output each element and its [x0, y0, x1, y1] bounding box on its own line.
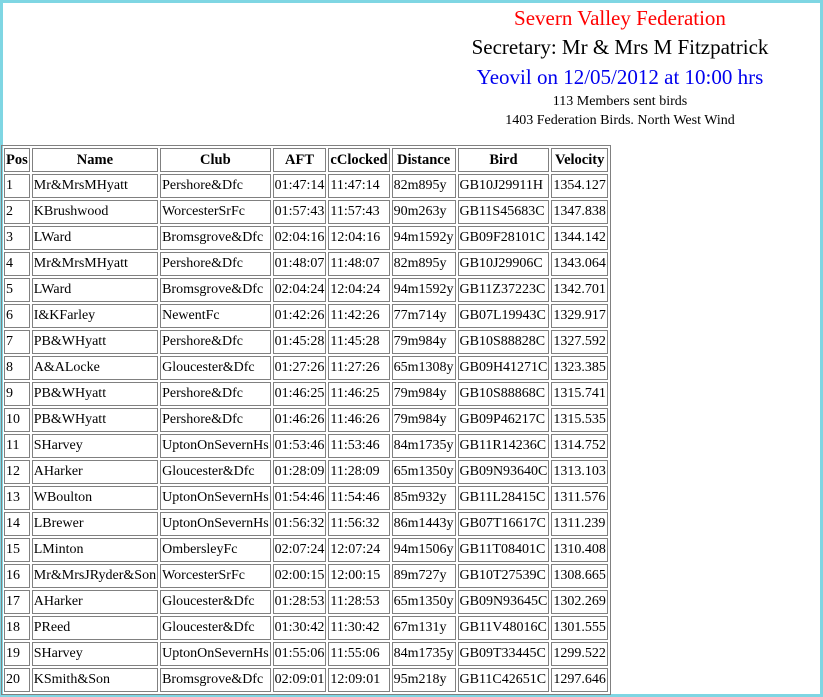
- cell-club: Gloucester&Dfc: [160, 356, 271, 380]
- cell-pos: 19: [4, 642, 30, 666]
- table-row: [4, 278, 608, 302]
- cell-club: Bromsgrove&Dfc: [160, 278, 271, 302]
- cell-bird: GB11V48016C: [458, 616, 550, 640]
- cell-name: KSmith&Son: [32, 668, 158, 692]
- cell-aft: 02:00:15: [273, 564, 327, 588]
- cell-velocity: 1315.741: [551, 382, 608, 406]
- cell-distance: 94m1506y: [392, 538, 456, 562]
- cell-distance: 82m895y: [392, 252, 456, 276]
- column-header-name: Name: [32, 148, 158, 172]
- cell-pos: 18: [4, 616, 30, 640]
- cell-distance: 65m1350y: [392, 460, 456, 484]
- cell-velocity: 1297.646: [551, 668, 608, 692]
- cell-bird: GB07T16617C: [458, 512, 550, 536]
- cell-aft: 01:55:06: [273, 642, 327, 666]
- cell-velocity: 1344.142: [551, 226, 608, 250]
- cell-aft: 01:47:14: [273, 174, 327, 198]
- cell-club: Gloucester&Dfc: [160, 590, 271, 614]
- cell-pos: 14: [4, 512, 30, 536]
- cell-club: Bromsgrove&Dfc: [160, 226, 271, 250]
- cell-distance: 95m218y: [392, 668, 456, 692]
- cell-bird: GB10T27539C: [458, 564, 550, 588]
- cell-club: Bromsgrove&Dfc: [160, 668, 271, 692]
- cell-clocked: 11:47:14: [328, 174, 389, 198]
- table-row: [4, 512, 608, 536]
- table-row: [4, 668, 608, 692]
- cell-pos: 5: [4, 278, 30, 302]
- cell-name: PB&WHyatt: [32, 408, 158, 432]
- table-row: [4, 200, 608, 224]
- cell-clocked: 12:00:15: [328, 564, 389, 588]
- cell-name: AHarker: [32, 590, 158, 614]
- cell-clocked: 11:55:06: [328, 642, 389, 666]
- cell-clocked: 12:04:24: [328, 278, 389, 302]
- cell-bird: GB10S88868C: [458, 382, 550, 406]
- table-header-row: [4, 148, 608, 172]
- cell-club: WorcesterSrFc: [160, 564, 271, 588]
- cell-pos: 6: [4, 304, 30, 328]
- cell-velocity: 1301.555: [551, 616, 608, 640]
- cell-clocked: 11:30:42: [328, 616, 389, 640]
- cell-aft: 02:07:24: [273, 538, 327, 562]
- cell-velocity: 1315.535: [551, 408, 608, 432]
- cell-clocked: 11:45:28: [328, 330, 389, 354]
- column-header-cclocked: cClocked: [328, 148, 389, 172]
- cell-club: UptonOnSevernHs: [160, 642, 271, 666]
- cell-clocked: 11:28:09: [328, 460, 389, 484]
- cell-club: OmbersleyFc: [160, 538, 271, 562]
- cell-aft: 01:46:25: [273, 382, 327, 406]
- table-row: [4, 330, 608, 354]
- cell-velocity: 1327.592: [551, 330, 608, 354]
- cell-name: Mr&MrsMHyatt: [32, 252, 158, 276]
- cell-distance: 86m1443y: [392, 512, 456, 536]
- cell-name: PReed: [32, 616, 158, 640]
- cell-name: PB&WHyatt: [32, 382, 158, 406]
- table-row: [4, 460, 608, 484]
- table-row: [4, 538, 608, 562]
- cell-velocity: 1302.269: [551, 590, 608, 614]
- cell-aft: 02:04:24: [273, 278, 327, 302]
- cell-distance: 90m263y: [392, 200, 456, 224]
- cell-pos: 2: [4, 200, 30, 224]
- table-row: [4, 304, 608, 328]
- cell-club: Pershore&Dfc: [160, 252, 271, 276]
- table-row: [4, 226, 608, 250]
- cell-name: Mr&MrsMHyatt: [32, 174, 158, 198]
- column-header-distance: Distance: [392, 148, 456, 172]
- cell-club: Gloucester&Dfc: [160, 460, 271, 484]
- cell-distance: 79m984y: [392, 408, 456, 432]
- cell-clocked: 12:07:24: [328, 538, 389, 562]
- cell-aft: 01:56:32: [273, 512, 327, 536]
- cell-pos: 16: [4, 564, 30, 588]
- cell-distance: 79m984y: [392, 382, 456, 406]
- cell-name: SHarvey: [32, 434, 158, 458]
- members-count-line: 113 Members sent birds: [552, 94, 688, 109]
- cell-velocity: 1343.064: [551, 252, 608, 276]
- cell-bird: GB09F28101C: [458, 226, 550, 250]
- cell-distance: 84m1735y: [392, 642, 456, 666]
- table-row: [4, 252, 608, 276]
- cell-club: Pershore&Dfc: [160, 330, 271, 354]
- cell-bird: GB11Z37223C: [458, 278, 550, 302]
- race-event-line: Yeovil on 12/05/2012 at 10:00 hrs: [476, 65, 764, 89]
- cell-pos: 15: [4, 538, 30, 562]
- cell-distance: 89m727y: [392, 564, 456, 588]
- cell-distance: 84m1735y: [392, 434, 456, 458]
- cell-clocked: 11:46:26: [328, 408, 389, 432]
- cell-clocked: 11:56:32: [328, 512, 389, 536]
- table-row: [4, 564, 608, 588]
- cell-bird: GB11C42651C: [458, 668, 550, 692]
- cell-bird: GB11R14236C: [458, 434, 550, 458]
- cell-bird: GB11T08401C: [458, 538, 550, 562]
- cell-name: LMinton: [32, 538, 158, 562]
- cell-bird: GB09P46217C: [458, 408, 550, 432]
- cell-pos: 10: [4, 408, 30, 432]
- cell-distance: 94m1592y: [392, 226, 456, 250]
- column-header-velocity: Velocity: [551, 148, 608, 172]
- cell-clocked: 12:04:16: [328, 226, 389, 250]
- cell-distance: 82m895y: [392, 174, 456, 198]
- federation-birds-line: 1403 Federation Birds. North West Wind: [505, 113, 735, 128]
- cell-velocity: 1314.752: [551, 434, 608, 458]
- cell-bird: GB09H41271C: [458, 356, 550, 380]
- secretary-line: Secretary: Mr & Mrs M Fitzpatrick: [471, 35, 769, 59]
- cell-clocked: 11:57:43: [328, 200, 389, 224]
- cell-pos: 9: [4, 382, 30, 406]
- cell-aft: 02:09:01: [273, 668, 327, 692]
- cell-pos: 17: [4, 590, 30, 614]
- cell-clocked: 11:46:25: [328, 382, 389, 406]
- cell-aft: 01:45:28: [273, 330, 327, 354]
- cell-bird: GB10J29911H: [458, 174, 550, 198]
- cell-bird: GB09N93645C: [458, 590, 550, 614]
- cell-aft: 02:04:16: [273, 226, 327, 250]
- cell-aft: 01:57:43: [273, 200, 327, 224]
- table-row: [4, 434, 608, 458]
- cell-velocity: 1347.838: [551, 200, 608, 224]
- cell-distance: 65m1308y: [392, 356, 456, 380]
- cell-velocity: 1323.385: [551, 356, 608, 380]
- cell-distance: 65m1350y: [392, 590, 456, 614]
- cell-pos: 1: [4, 174, 30, 198]
- cell-aft: 01:46:26: [273, 408, 327, 432]
- cell-distance: 77m714y: [392, 304, 456, 328]
- cell-name: A&ALocke: [32, 356, 158, 380]
- cell-velocity: 1342.701: [551, 278, 608, 302]
- cell-clocked: 12:09:01: [328, 668, 389, 692]
- cell-distance: 67m131y: [392, 616, 456, 640]
- cell-name: LBrewer: [32, 512, 158, 536]
- cell-velocity: 1354.127: [551, 174, 608, 198]
- column-header-aft: AFT: [273, 148, 327, 172]
- federation-title: Severn Valley Federation: [514, 6, 726, 30]
- cell-bird: GB11S45683C: [458, 200, 550, 224]
- cell-aft: 01:27:26: [273, 356, 327, 380]
- table-row: [4, 590, 608, 614]
- cell-pos: 3: [4, 226, 30, 250]
- cell-distance: 79m984y: [392, 330, 456, 354]
- cell-name: LWard: [32, 278, 158, 302]
- cell-velocity: 1299.522: [551, 642, 608, 666]
- cell-name: SHarvey: [32, 642, 158, 666]
- cell-pos: 7: [4, 330, 30, 354]
- cell-club: Pershore&Dfc: [160, 382, 271, 406]
- report-header: [420, 4, 820, 130]
- cell-club: Pershore&Dfc: [160, 174, 271, 198]
- cell-aft: 01:48:07: [273, 252, 327, 276]
- cell-name: Mr&MrsJRyder&Son: [32, 564, 158, 588]
- cell-bird: GB07L19943C: [458, 304, 550, 328]
- results-table: [1, 145, 611, 695]
- cell-bird: GB10S88828C: [458, 330, 550, 354]
- cell-aft: 01:28:53: [273, 590, 327, 614]
- cell-name: WBoulton: [32, 486, 158, 510]
- cell-clocked: 11:54:46: [328, 486, 389, 510]
- cell-velocity: 1308.665: [551, 564, 608, 588]
- table-row: [4, 408, 608, 432]
- cell-distance: 94m1592y: [392, 278, 456, 302]
- cell-bird: GB09N93640C: [458, 460, 550, 484]
- table-body: [4, 174, 608, 692]
- cell-club: Gloucester&Dfc: [160, 616, 271, 640]
- column-header-pos: Pos: [4, 148, 30, 172]
- cell-name: LWard: [32, 226, 158, 250]
- cell-name: PB&WHyatt: [32, 330, 158, 354]
- cell-pos: 20: [4, 668, 30, 692]
- cell-pos: 13: [4, 486, 30, 510]
- cell-name: AHarker: [32, 460, 158, 484]
- cell-club: WorcesterSrFc: [160, 200, 271, 224]
- cell-clocked: 11:48:07: [328, 252, 389, 276]
- cell-name: KBrushwood: [32, 200, 158, 224]
- cell-club: UptonOnSevernHs: [160, 512, 271, 536]
- cell-club: UptonOnSevernHs: [160, 434, 271, 458]
- cell-bird: GB10J29906C: [458, 252, 550, 276]
- cell-velocity: 1313.103: [551, 460, 608, 484]
- cell-club: Pershore&Dfc: [160, 408, 271, 432]
- column-header-bird: Bird: [458, 148, 550, 172]
- cell-aft: 01:28:09: [273, 460, 327, 484]
- cell-pos: 12: [4, 460, 30, 484]
- cell-distance: 85m932y: [392, 486, 456, 510]
- cell-clocked: 11:42:26: [328, 304, 389, 328]
- cell-aft: 01:53:46: [273, 434, 327, 458]
- cell-pos: 11: [4, 434, 30, 458]
- cell-velocity: 1310.408: [551, 538, 608, 562]
- table-row: [4, 486, 608, 510]
- cell-pos: 4: [4, 252, 30, 276]
- cell-clocked: 11:27:26: [328, 356, 389, 380]
- column-header-club: Club: [160, 148, 271, 172]
- cell-bird: GB09T33445C: [458, 642, 550, 666]
- cell-clocked: 11:53:46: [328, 434, 389, 458]
- cell-club: NewentFc: [160, 304, 271, 328]
- cell-velocity: 1311.239: [551, 512, 608, 536]
- cell-velocity: 1329.917: [551, 304, 608, 328]
- cell-bird: GB11L28415C: [458, 486, 550, 510]
- cell-clocked: 11:28:53: [328, 590, 389, 614]
- cell-aft: 01:30:42: [273, 616, 327, 640]
- cell-velocity: 1311.576: [551, 486, 608, 510]
- cell-aft: 01:42:26: [273, 304, 327, 328]
- cell-name: I&KFarley: [32, 304, 158, 328]
- table-row: [4, 616, 608, 640]
- table-row: [4, 174, 608, 198]
- cell-pos: 8: [4, 356, 30, 380]
- table-row: [4, 356, 608, 380]
- cell-aft: 01:54:46: [273, 486, 327, 510]
- table-row: [4, 382, 608, 406]
- table-row: [4, 642, 608, 666]
- cell-club: UptonOnSevernHs: [160, 486, 271, 510]
